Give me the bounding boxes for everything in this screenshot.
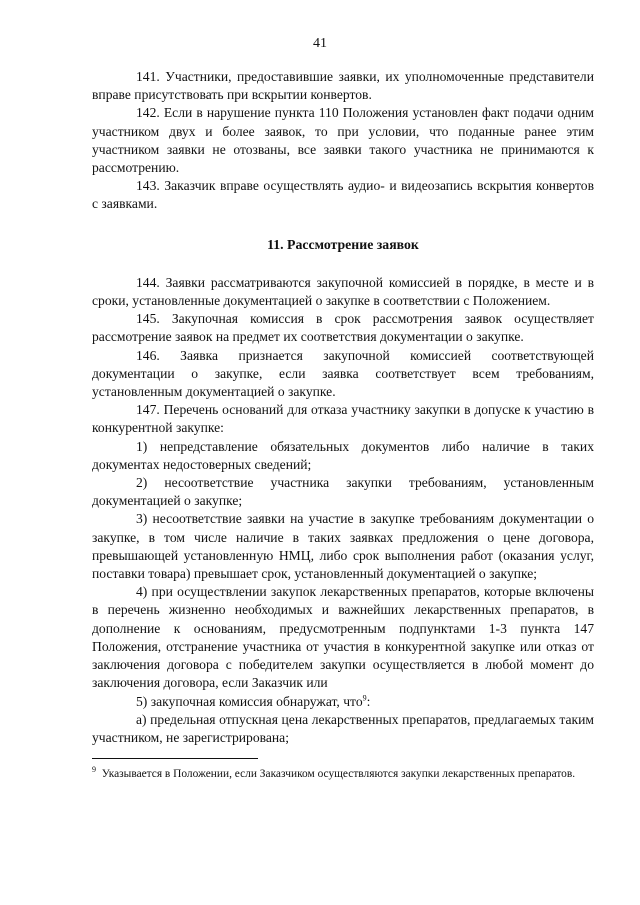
paragraph-141: 141. Участники, предоставившие заявки, их уполномоченные представители вправе присутствовать при вскрытии конвертов. — [92, 69, 594, 103]
list-item-5-tail: : — [366, 693, 371, 709]
footnote-marker: 9 — [92, 765, 96, 775]
list-item-5a: а) предельная отпускная цена лекарственных препаратов, предлагаемых таким участником, не зарегистрирована; — [92, 711, 594, 745]
list-item-2: 2) несоответствие участника закупки требованиям, установленным документацией о закупке; — [92, 475, 594, 509]
document-body — [92, 68, 594, 747]
footnote — [92, 766, 594, 782]
footnote-ref: 9 — [362, 692, 367, 702]
paragraph-147: 147. Перечень оснований для отказа участнику закупки в допуске к участию в конкурентной закупке: — [92, 402, 594, 436]
footnote-text: Указывается в Положении, если Заказчиком осуществляются закупки лекарственных препаратов. — [101, 768, 576, 780]
list-item-3: 3) несоответствие заявки на участие в закупке требованиям документации о закупке, в том числе наличие в таких заявках предложения о цене договора, превышающей установленную НМЦ, либо срок выполнения работ (оказания услуг, поставки товара) превышает срок, установленный документацией о закупке; — [92, 511, 594, 582]
footnote-divider — [92, 758, 258, 759]
section-heading: 11. Рассмотрение заявок — [267, 236, 419, 252]
list-item-5 — [92, 693, 594, 711]
list-item-4: 4) при осуществлении закупок лекарственных препаратов, которые включены в перечень жизненно необходимых и важнейших лекарственных препаратов, в дополнение к основаниям, предусмотренным подпунктами 1-3 пункта 147 Положения, отстранение участника от участия в конкурентной закупке или отказ от заключения договора с победителем закупки осуществляется в любой момент до заключения договора, если Заказчик или — [92, 584, 594, 691]
paragraph-143: 143. Заказчик вправе осуществлять аудио- и видеозапись вскрытия конвертов с заявками. — [92, 178, 594, 212]
page-number: 41 — [313, 36, 327, 51]
paragraph-142: 142. Если в нарушение пункта 110 Положения установлен факт подачи одним участником двух и более заявок, то при условии, что поданные ранее этим участником заявки не отозваны, все заявки такого участника не принимаются к рассмотрению. — [92, 105, 594, 176]
list-item-1: 1) непредставление обязательных документов либо наличие в таких документах недостоверных сведений; — [92, 438, 594, 472]
paragraph-144: 144. Заявки рассматриваются закупочной комиссией в порядке, в месте и в сроки, установленные документацией о закупке в соответствии с Положением. — [92, 274, 594, 309]
list-item-5-text: 5) закупочная комиссия обнаружат, что — [136, 693, 363, 709]
paragraph-146: 146. Заявка признается закупочной комиссией соответствующей документации о закупке, если заявка соответствует всем требованиям, установленным документацией о закупке. — [92, 347, 594, 400]
paragraph-145: 145. Закупочная комиссия в срок рассмотрения заявок осуществляет рассмотрение заявок на предмет их соответствия документации о закупке. — [92, 311, 594, 345]
